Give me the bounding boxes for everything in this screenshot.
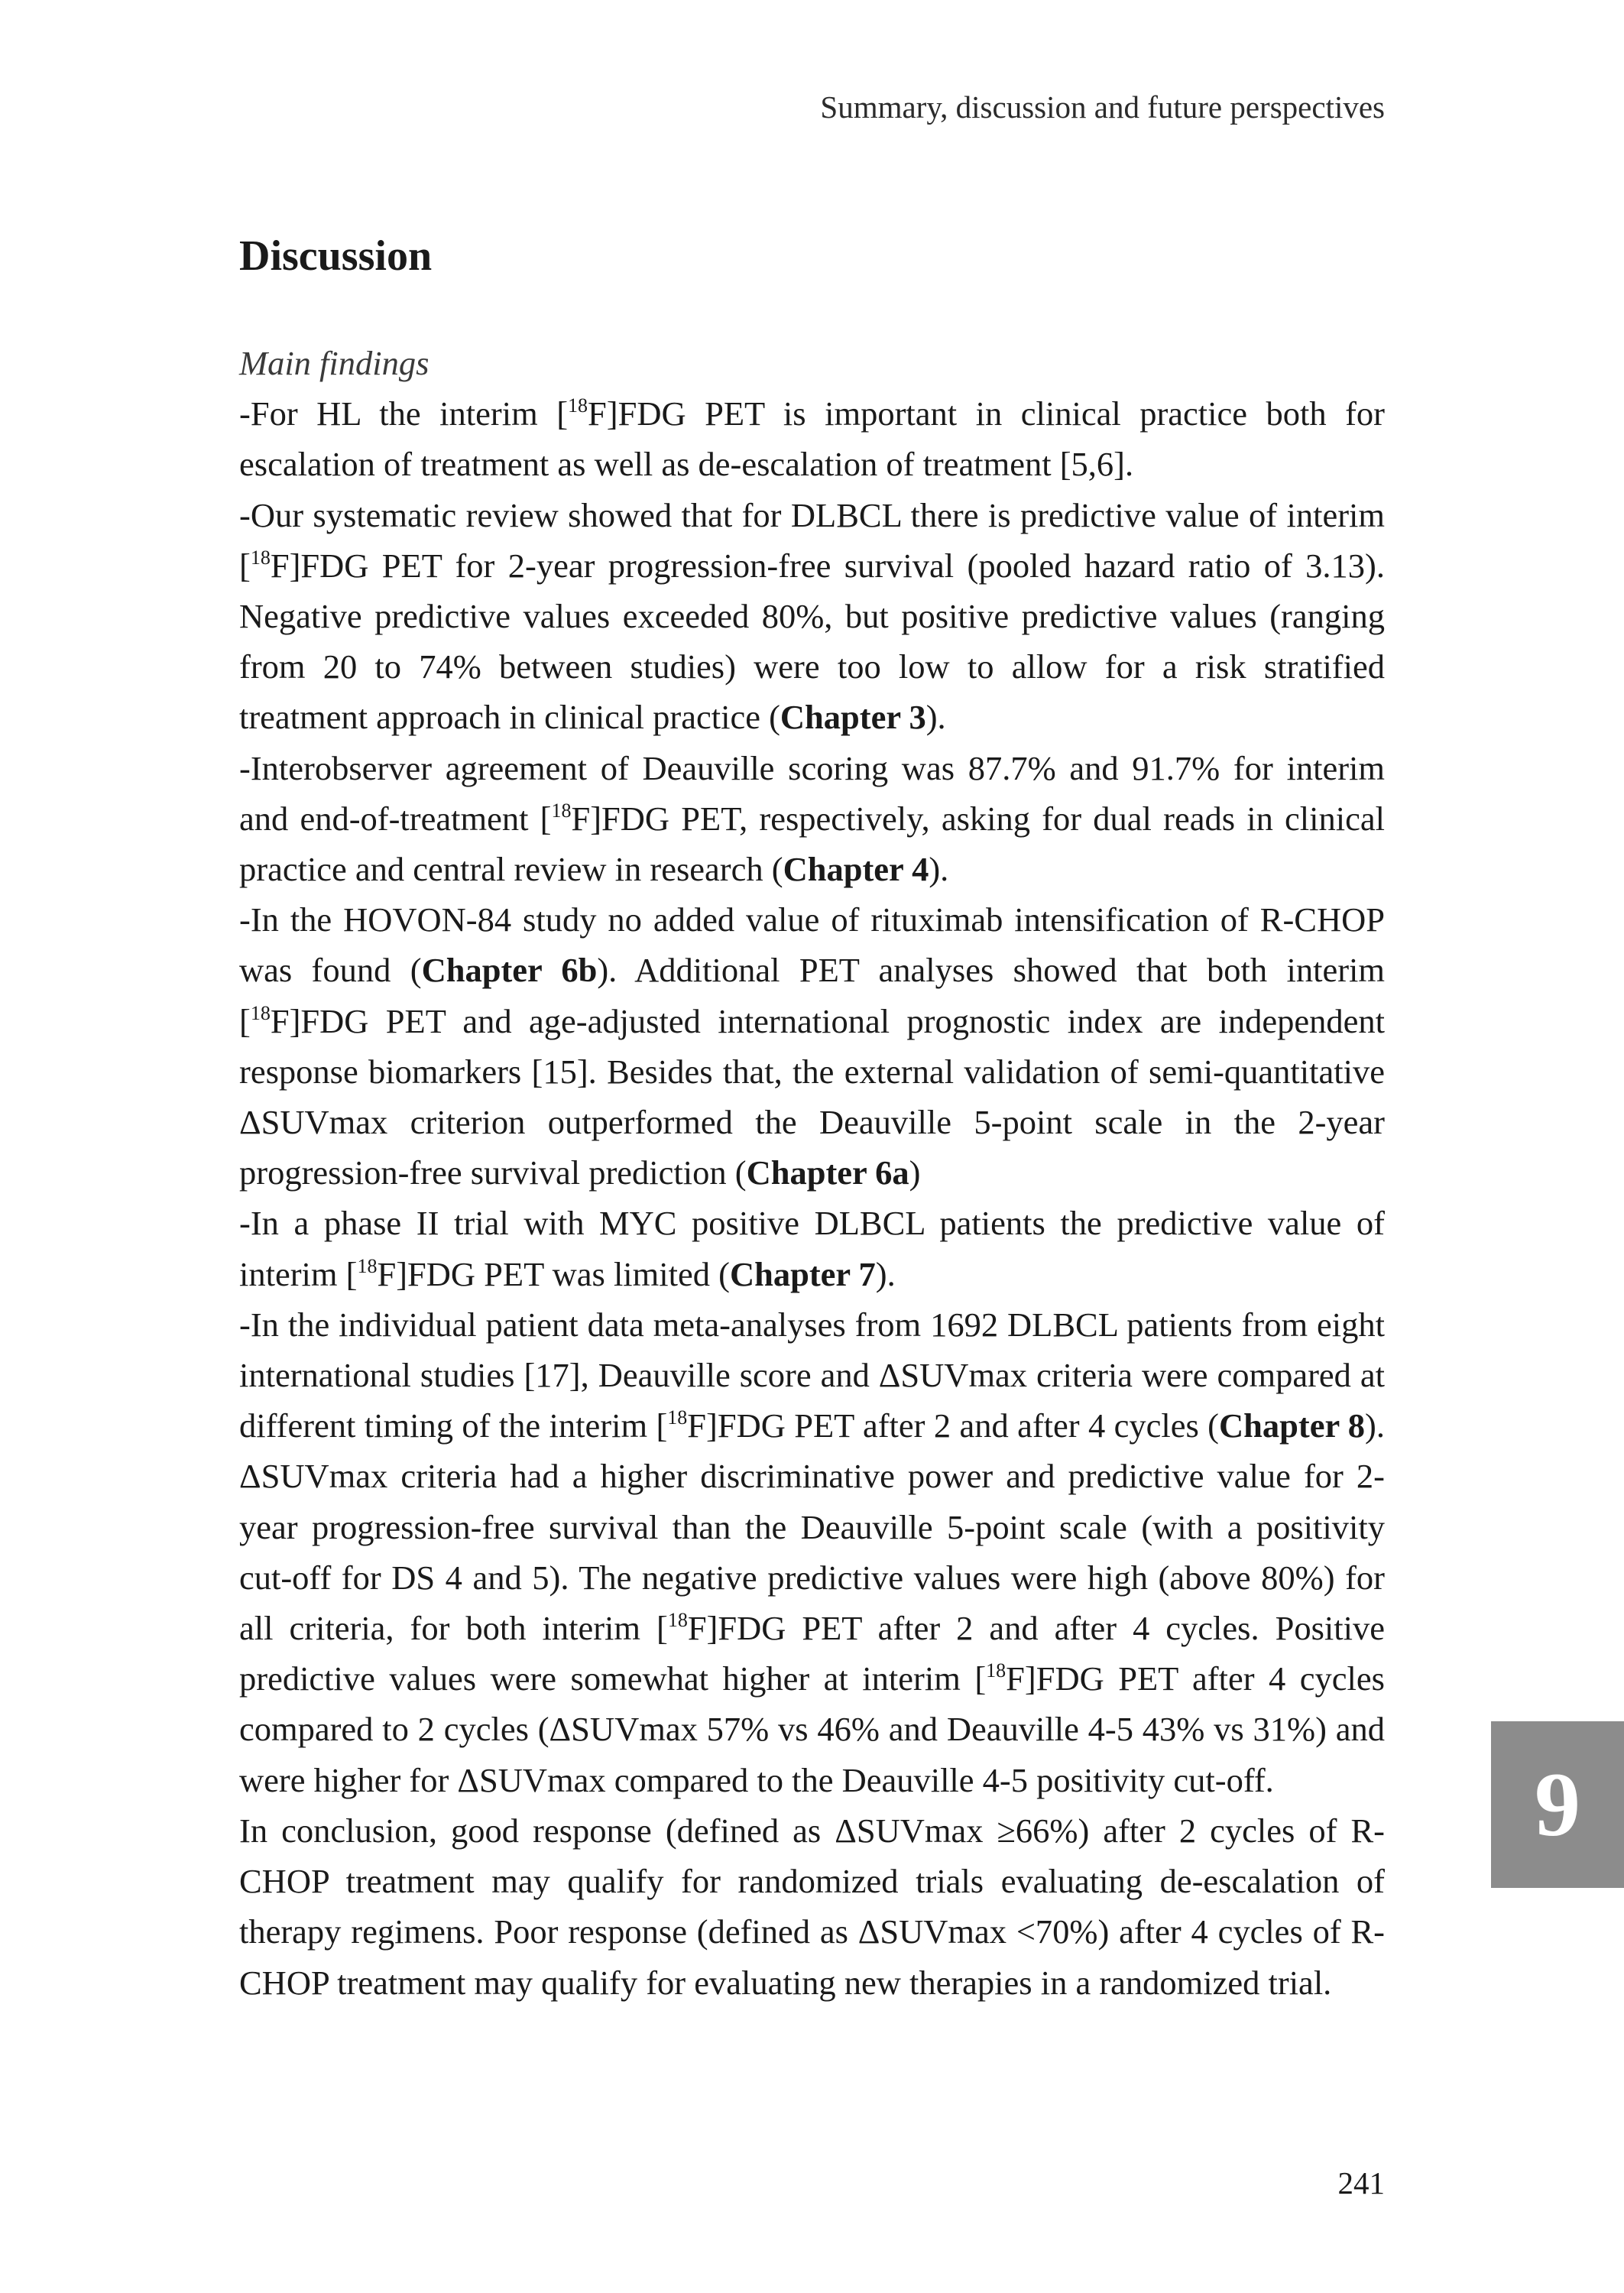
- superscript: 18: [986, 1659, 1006, 1682]
- text-run: F]FDG PET for 2-year progression-free survival (pooled hazard ratio of 3.13). Negative predictive values exceeded 80%, but positive predictive values (ranging from 20 to 74% between studies) were too low to allow for a risk stratified treatment approach in clinical practice (: [239, 546, 1385, 737]
- superscript: 18: [667, 1609, 688, 1632]
- finding-hovon-84: [239, 894, 1385, 1198]
- conclusion-paragraph: In conclusion, good response (defined as ΔSUVmax ≥66%) after 2 cycles of R-CHOP treatment may qualify for randomized trials evaluating de-escalation of therapy regimens. Poor response (defined as ΔSUVmax <70%) after 4 cycles of R-CHOP treatment may qualify for evaluating new therapies in a randomized trial.: [239, 1811, 1385, 2002]
- text-run: ). ΔSUVmax criteria had a higher discriminative power and predictive value for 2-year progression-free survival than the Deauville 5-point scale (with a positivity cut-off for DS 4 and 5). The negative predictive values were high (above 80%) for all criteria, for both interim [: [239, 1406, 1385, 1648]
- text-run: -Our systematic review showed that for DLBCL there is predictive value of interim [: [239, 495, 1385, 585]
- superscript: 18: [667, 1406, 688, 1429]
- finding-meta-analysis: [239, 1299, 1385, 1805]
- page-number: 241: [1337, 2165, 1385, 2201]
- chapter-reference: Chapter 3: [780, 698, 926, 737]
- text-run: ). Additional PET analyses showed that both interim [: [239, 951, 1386, 1040]
- chapter-tab: [1491, 1721, 1624, 1888]
- chapter-reference: Chapter 8: [1219, 1406, 1366, 1445]
- finding-hl: [239, 388, 1385, 489]
- superscript: 18: [551, 799, 572, 822]
- finding-systematic-review: [239, 490, 1385, 743]
- text-run: F]FDG PET and age-adjusted international prognostic index are independent response biomarkers [15]. Besides that, the external validation of semi-quantitative ΔSUVmax criterion outperformed the Deauville 5-point scale in the 2-year progression-free survival prediction (: [239, 1001, 1385, 1192]
- text-run: F]FDG PET after 2 and after 4 cycles. Positive predictive values were somewhat higher at interim [: [239, 1609, 1385, 1698]
- text-run: -In the individual patient data meta-analyses from 1692 DLBCL patients from eight international studies [17], Deauville score and ΔSUVmax criteria were compared at different timing of the interim [: [239, 1305, 1385, 1445]
- text-run: ).: [875, 1254, 896, 1293]
- finding-interobserver: [239, 743, 1385, 895]
- text-run: -In a phase II trial with MYC positive DLBCL patients the predictive value of interim [: [239, 1204, 1385, 1293]
- chapter-reference: Chapter 4: [783, 850, 929, 889]
- superscript: 18: [250, 1001, 271, 1024]
- text-run: -In the HOVON-84 study no added value of rituximab intensification of R-CHOP was found (: [239, 900, 1385, 990]
- text-run: F]FDG PET, respectively, asking for dual reads in clinical practice and central review in research (: [239, 799, 1385, 889]
- text-run: -For HL the interim [: [239, 394, 569, 433]
- chapter-tab-number: 9: [1535, 1753, 1580, 1855]
- text-run: ).: [925, 698, 946, 737]
- text-run: F]FDG PET is important in clinical practice both for escalation of treatment as well as de-escalation of treatment [5,6].: [239, 394, 1385, 484]
- subheading-main-findings: Main findings: [239, 344, 430, 382]
- running-header: Summary, discussion and future perspectives: [820, 89, 1385, 125]
- chapter-reference: Chapter 7: [729, 1254, 876, 1293]
- chapter-reference: Chapter 6a: [746, 1153, 909, 1192]
- text-run: F]FDG PET after 4 cycles compared to 2 cycles (ΔSUVmax 57% vs 46% and Deauville 4-5 43% vs 31%) and were higher for ΔSUVmax compared to the Deauville 4-5 positivity cut-off.: [239, 1659, 1385, 1799]
- superscript: 18: [357, 1254, 378, 1277]
- superscript: 18: [250, 546, 271, 569]
- text-run: -Interobserver agreement of Deauville scoring was 87.7% and 91.7% for interim and end-of-treatment [: [239, 748, 1385, 838]
- superscript: 18: [568, 394, 588, 417]
- text-run: ): [909, 1153, 921, 1192]
- text-run: F]FDG PET was limited (: [377, 1254, 730, 1293]
- chapter-reference: Chapter 6b: [421, 951, 598, 990]
- text-run: ).: [929, 850, 949, 889]
- text-run: F]FDG PET after 2 and after 4 cycles (: [687, 1406, 1219, 1445]
- body-text: [239, 338, 1385, 2008]
- section-title: Discussion: [239, 232, 433, 280]
- finding-phase-ii-trial: [239, 1198, 1385, 1299]
